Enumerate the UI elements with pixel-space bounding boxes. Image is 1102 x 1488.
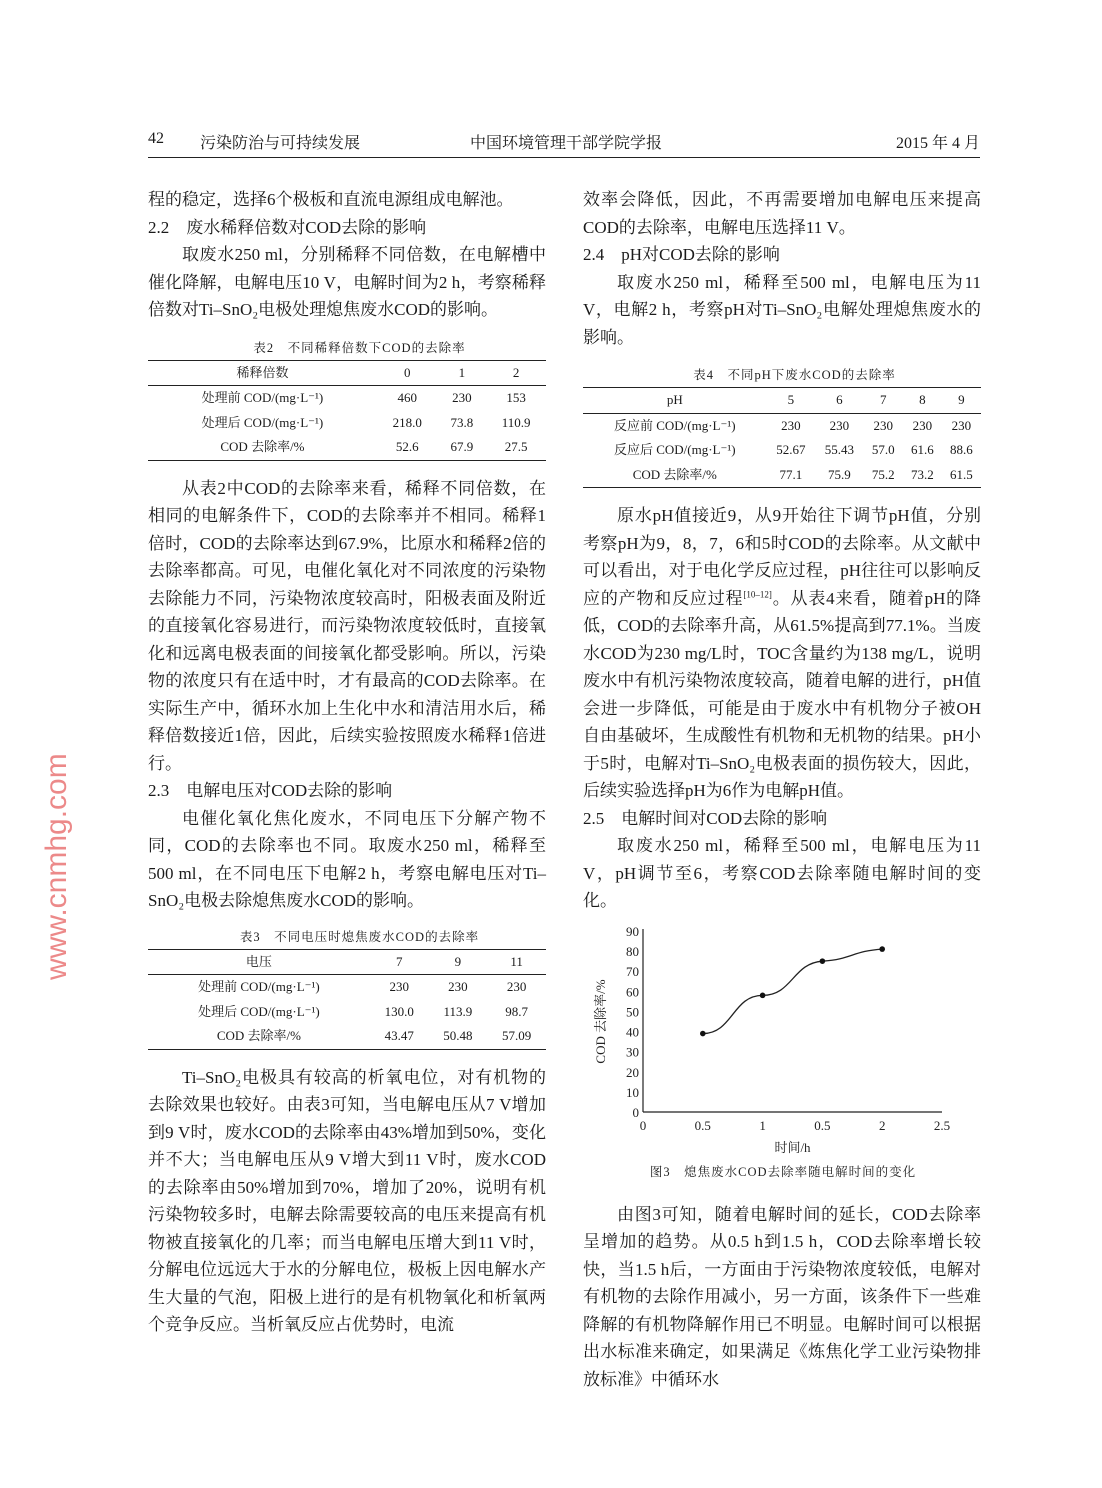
table-cell: 50.48 <box>443 1028 473 1043</box>
table-cell: 61.6 <box>910 442 934 457</box>
column-header: 7 <box>395 953 403 969</box>
series-line <box>703 949 882 1033</box>
column-header: 2 <box>512 364 520 380</box>
left-column <box>148 186 546 1339</box>
table-cell: 230 <box>912 417 933 433</box>
table-cell: 130.0 <box>384 1003 414 1019</box>
y-tick-label: 80 <box>626 943 639 959</box>
table-cell: 处理后 COD/(mg·L⁻¹) <box>198 1003 320 1019</box>
y-tick-label: 50 <box>626 1003 639 1019</box>
figure3-caption: 图3 熄焦废水COD去除率随电解时间的变化 <box>649 1164 917 1179</box>
table-cell: 230 <box>506 979 527 994</box>
x-tick-label: 0.5 <box>694 1117 711 1133</box>
table-row <box>583 413 981 438</box>
citation: [10–12] <box>743 588 772 599</box>
table-cell: 52.6 <box>395 439 419 454</box>
section-heading-2-4: 2.4 pH对COD去除的影响 <box>583 245 780 264</box>
table-cell: 230 <box>829 417 850 433</box>
paragraph: Ti–SnO₂电极具有较高的析氧电位，对有机物的去除效果也较好。由表3可知，当电解电压从7 V增加到9 V时，废水COD的去除率由43%增加到50%，变化并不大；当电解电压从9 V增大到11 V时，废水COD的去除率由50%增加到70%，增加了20%，说明有机污染物较多时，电解去除需要较高的电压来提高有机物被直接氧化的几率；而当电解电压增大到11 V时，分解电位远远大于水的分解电位，极板上因电解水产生大量的气泡，阳极上进行的是有机物氧化和析氧两个竞争反应。当析氧反应占优势时，电流 <box>148 1067 546 1334</box>
table-cell: 61.5 <box>950 466 973 482</box>
y-tick-label: 60 <box>626 983 639 999</box>
table4-caption: 表4 不同pH下废水COD的去除率 <box>693 368 896 382</box>
table-cell: 218.0 <box>392 414 422 430</box>
table-cell: 153 <box>506 390 526 405</box>
table-cell: 处理前 COD/(mg·L⁻¹) <box>198 979 320 994</box>
table-cell: 230 <box>873 417 893 433</box>
table-header-row <box>148 949 546 975</box>
right-column <box>583 186 981 1393</box>
figure3-chart <box>583 921 981 1191</box>
section-name: 污染防治与可持续发展 <box>200 135 361 152</box>
y-tick-label: 10 <box>626 1084 639 1100</box>
issue-date: 2015 年 4 月 <box>895 135 980 152</box>
column-header: 9 <box>958 392 965 407</box>
table-cell: 98.7 <box>505 1003 528 1019</box>
table-cell: 67.9 <box>450 439 474 454</box>
table-cell: 55.43 <box>824 442 855 457</box>
table-cell: 230 <box>781 417 801 433</box>
table-cell: 52.67 <box>776 442 806 457</box>
section-heading-2-5: 2.5 电解时间对COD去除的影响 <box>583 808 828 828</box>
table-cell: 43.47 <box>384 1028 414 1043</box>
watermark: www.cnmhg.com <box>40 753 73 980</box>
table-cell: 230 <box>452 390 472 405</box>
table-header-row <box>583 388 981 414</box>
table2 <box>148 360 546 461</box>
data-point <box>760 992 766 998</box>
table-row <box>148 411 546 436</box>
column-header: 7 <box>879 392 887 407</box>
section-heading-2-3: 2.3 电解电压对COD去除的影响 <box>148 781 393 800</box>
table-cell: 75.2 <box>871 466 895 482</box>
table-cell: 73.2 <box>910 466 934 482</box>
data-point <box>879 946 885 952</box>
table-cell: COD 去除率/% <box>632 466 717 482</box>
paragraph: 电催化氧化焦化废水，不同电压下分解产物不同，COD的去除率也不同。取废水250 ml，稀释至500 ml，在不同电压下电解2 h，考察电解电压对Ti–SnO₂电极去除熄焦废水COD的影响。 <box>148 808 546 910</box>
table-cell: 77.1 <box>779 466 803 482</box>
x-tick-label: 0.5 <box>814 1117 831 1133</box>
table-cell: 27.5 <box>504 439 528 454</box>
table-cell: 57.0 <box>871 442 895 457</box>
x-axis-label: 时间/h <box>774 1139 811 1155</box>
table-cell: 110.9 <box>501 414 531 430</box>
table-cell: COD 去除率/% <box>220 439 305 454</box>
journal-name: 中国环境管理干部学院学报 <box>470 135 663 152</box>
y-tick-label: 0 <box>632 1104 639 1120</box>
page-number: 42 <box>148 130 164 147</box>
table-cell: 反应后 COD/(mg·L⁻¹) <box>613 442 736 457</box>
table-cell: 处理前 COD/(mg·L⁻¹) <box>201 390 324 405</box>
y-axis-label: COD 去除率/% <box>593 978 608 1064</box>
table-row <box>148 1000 546 1025</box>
paragraph: 取废水250 ml，分别稀释不同倍数，在电解槽中催化降解，电解电压10 V，电解时间为2 h，考察稀释倍数对Ti–SnO₂电极处理熄焦废水COD的影响。 <box>148 245 546 319</box>
x-tick-label: 1 <box>759 1117 766 1133</box>
header-rule <box>148 157 980 158</box>
table-cell: 230 <box>389 979 409 994</box>
table-cell: 73.8 <box>450 414 474 430</box>
table-cell: 88.6 <box>950 442 973 457</box>
y-tick-label: 20 <box>626 1064 639 1080</box>
table-cell: 230 <box>448 979 468 994</box>
table-cell: 57.09 <box>502 1028 532 1043</box>
x-tick-label: 2 <box>878 1117 886 1133</box>
table2-caption: 表2 不同稀释倍数下COD的去除率 <box>253 340 466 355</box>
table-cell: 460 <box>397 390 417 405</box>
paragraph: 从表2中COD的去除率来看，稀释不同倍数，在相同的电解条件下，COD的去除率并不相同。稀释1倍时，COD的去除率达到67.9%，比原水和稀释2倍的去除率都高。可见，电催化氧化对不同浓度的污染物去除能力不同，污染物浓度较高时，阳极表面及附近的直接氧化容易进行，而污染物浓度较低时，直接氧化和远离电极表面的间接氧化都受影响。所以，污染物的浓度只有在适中时，才有最高的COD去除率。在实际生产中，循环水加上生化中水和清洁用水后，稀释倍数接近1倍，因此，后续实验按照废水稀释1倍进行。 <box>148 478 546 773</box>
paragraph-text: 。从表4来看，随着pH的降低，COD的去除率升高，从61.5%提高到77.1%。当废水COD为230 mg/L时，TOC含量约为138 mg/L，说明废水中有机污染物浓度较高，随着电解的进行，pH值会进一步降低，可能是由于废水中有机物分子被OH自由基破坏，生成酸性有机物和无机物的结果。pH小于5时，电解对Ti–SnO₂电极表面的损伤较大，因此，后续实验选择pH为6作为电解pH值。 <box>583 588 982 800</box>
table-row <box>148 1024 546 1049</box>
column-header: pH <box>666 392 683 407</box>
column-header: 11 <box>510 953 523 969</box>
table3-caption: 表3 不同电压时熄焦废水COD的去除率 <box>239 929 480 944</box>
column-header: 1 <box>458 364 466 380</box>
table-row <box>148 386 546 411</box>
column-header: 9 <box>454 953 462 969</box>
paragraph-text: 原水pH值接近9，从9开始往下调节pH值，分别考察pH为9，8，7，6和5时COD的去除率。从文献中可以看出，对于电化学反应过程，pH往往可以影响反应的产物和反应过程 <box>583 506 981 608</box>
table-header-row <box>148 360 546 386</box>
table-row <box>583 438 981 463</box>
table4 <box>583 387 981 488</box>
table-cell: 75.9 <box>828 466 851 482</box>
x-tick-label: 2.5 <box>933 1117 951 1133</box>
y-tick-label: 90 <box>626 923 639 939</box>
x-tick-label: 0 <box>639 1117 647 1133</box>
table-cell: COD 去除率/% <box>216 1028 301 1043</box>
table-row <box>583 463 981 488</box>
column-header: 电压 <box>245 953 272 969</box>
y-tick-label: 30 <box>626 1044 639 1060</box>
paragraph: 取废水250 ml，稀释至500 ml，电解电压为11 V，电解2 h，考察pH对Ti–SnO₂电解处理熄焦废水的影响。 <box>583 272 981 347</box>
section-heading-2-2: 2.2 废水稀释倍数对COD去除的影响 <box>148 217 427 237</box>
column-header: 6 <box>836 392 843 407</box>
table-row <box>148 435 546 460</box>
y-tick-label: 40 <box>626 1024 639 1040</box>
paragraph: 程的稳定，选择6个极板和直流电源组成电解池。 <box>148 190 514 209</box>
column-header: 稀释倍数 <box>236 364 289 380</box>
data-point <box>700 1030 706 1036</box>
table-cell: 113.9 <box>443 1003 473 1019</box>
table-cell: 处理后 COD/(mg·L⁻¹) <box>201 414 324 430</box>
table-row <box>148 975 546 1000</box>
table-cell: 230 <box>951 417 972 433</box>
paragraph: 由图3可知，随着电解时间的延长，COD去除率呈增加的趋势。从0.5 h到1.5 h，COD去除率增长较快，当1.5 h后，一方面由于污染物浓度较低，电解对有机物的去除作用减小，另一方面，该条件下一些难降解的有机物降解作用已不明显。电解时间可以根据出水标准来确定，如果满足《炼焦化学工业污染物排放标准》中循环水 <box>583 1204 981 1389</box>
column-header: 0 <box>403 364 411 380</box>
column-header: 5 <box>787 392 795 407</box>
table3 <box>148 949 546 1050</box>
paragraph: 效率会降低，因此，不再需要增加电解电压来提高COD的去除率，电解电压选择11 V。 <box>583 190 981 237</box>
paragraph: 取废水250 ml，稀释至500 ml，电解电压为11 V，pH调节至6，考察COD去除率随电解时间的变化。 <box>583 836 981 910</box>
data-point <box>820 958 826 964</box>
y-tick-label: 70 <box>626 963 639 979</box>
paragraph <box>583 502 981 805</box>
table-cell: 反应前 COD/(mg·L⁻¹) <box>613 417 736 433</box>
column-header: 8 <box>919 392 926 407</box>
